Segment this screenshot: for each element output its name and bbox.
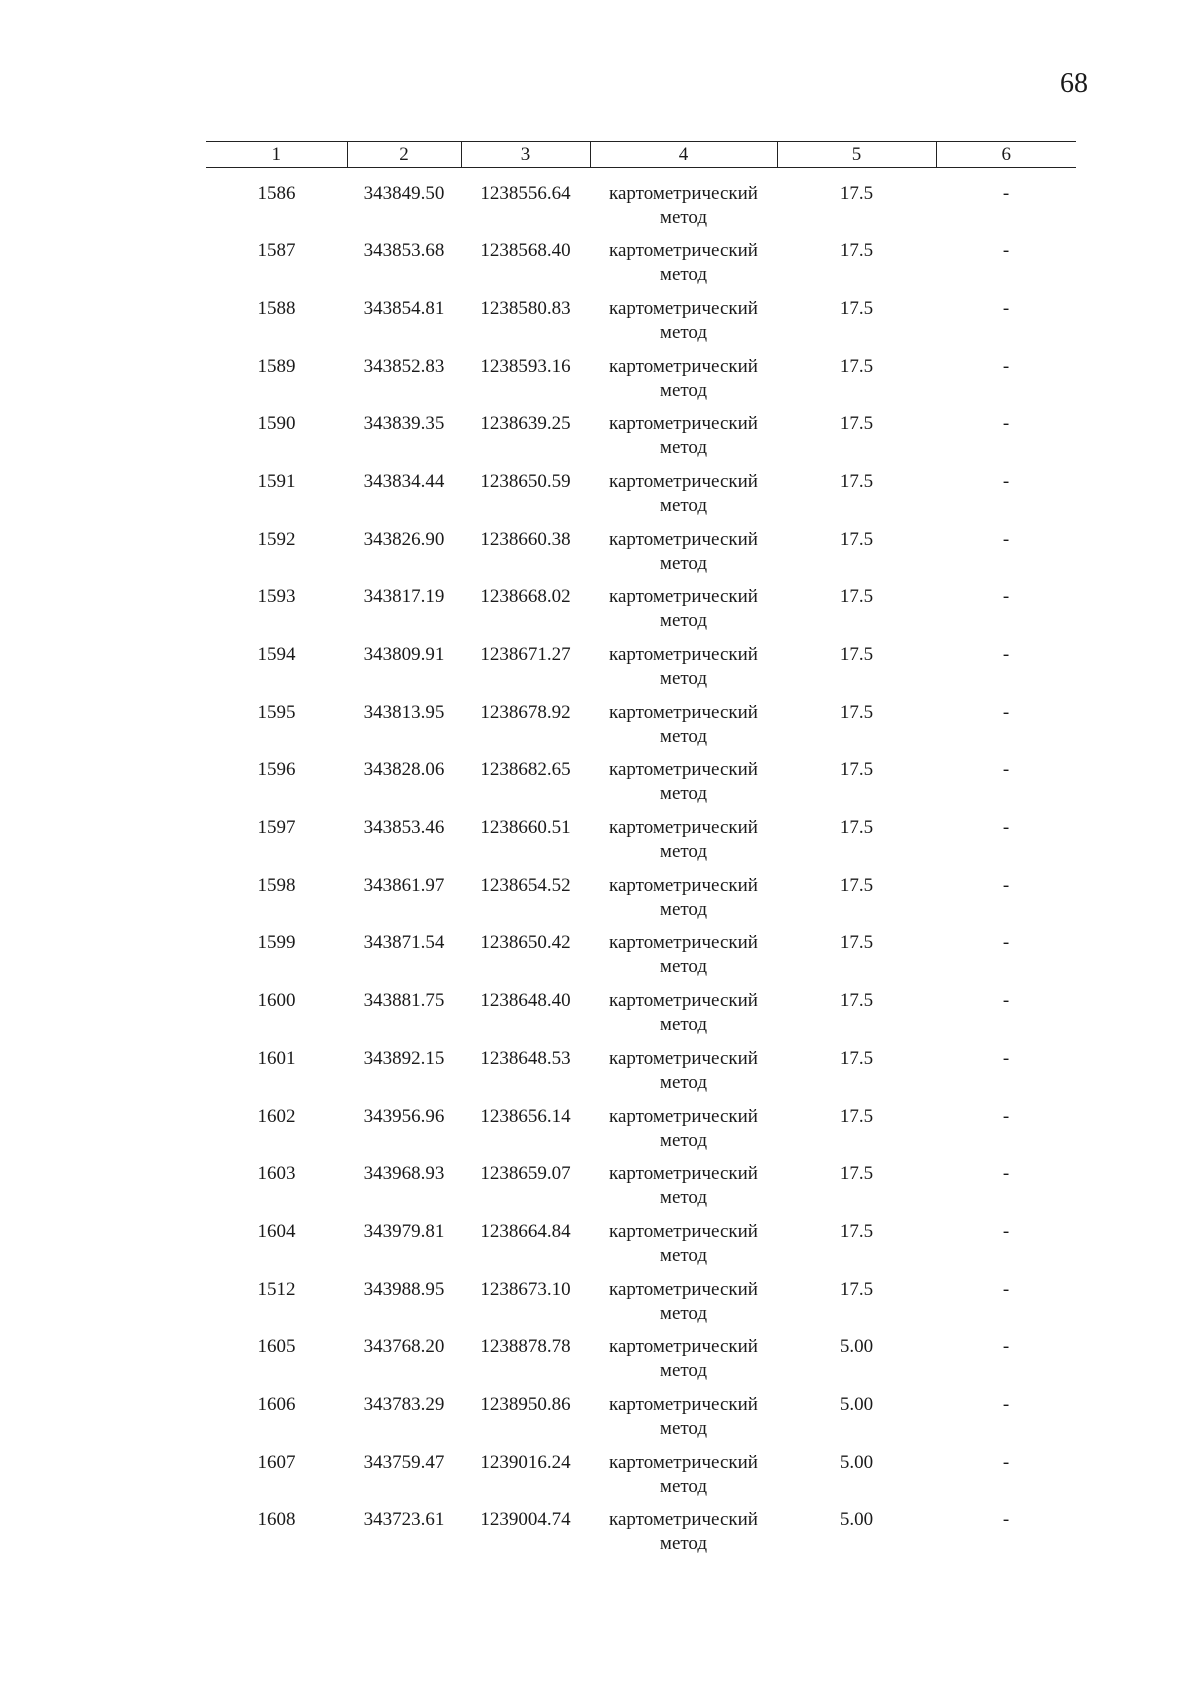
table-header-row	[206, 142, 1076, 168]
accuracy-cell: 17.5	[839, 1163, 874, 1185]
method-text-line-2: метод	[659, 668, 708, 689]
x-coordinate-cell: 343956.96	[363, 1105, 445, 1127]
point-number-cell: 1604	[257, 1220, 296, 1242]
method-text-line-1: картометрический	[609, 990, 758, 1012]
accuracy-cell: 5.00	[839, 1451, 874, 1473]
note-cell: -	[1002, 1105, 1010, 1127]
accuracy-cell: 17.5	[839, 528, 874, 550]
method-text-line-2: метод	[659, 610, 708, 632]
table-row	[206, 168, 1076, 240]
point-number-cell: 1598	[257, 874, 296, 896]
y-coordinate-cell: 1238580.83	[480, 297, 571, 319]
method-text-line-2: метод	[659, 1187, 708, 1209]
x-coordinate-cell: 343871.54	[363, 932, 445, 954]
point-number-cell: 1590	[257, 413, 296, 435]
point-number-cell: 1589	[257, 355, 296, 377]
x-coordinate-cell: 343826.90	[363, 528, 445, 550]
note-cell: -	[1002, 413, 1010, 435]
y-coordinate-cell: 1238648.40	[480, 990, 571, 1012]
point-number-cell: 1603	[257, 1163, 296, 1185]
method-cell	[590, 412, 777, 470]
point-number-cell: 1596	[257, 759, 296, 781]
table-row	[206, 1451, 1076, 1509]
x-coordinate-cell: 343839.35	[363, 413, 445, 435]
x-coordinate-cell: 343988.95	[363, 1278, 445, 1300]
x-coordinate-cell: 343979.81	[363, 1220, 445, 1242]
method-text-line-2: метод	[659, 956, 708, 978]
point-number-cell: 1592	[257, 528, 296, 550]
method-text-line-2: метод	[659, 1071, 708, 1093]
accuracy-cell: 17.5	[839, 1220, 874, 1242]
table-row	[206, 1105, 1076, 1163]
y-coordinate-cell: 1238639.25	[480, 413, 571, 435]
method-cell	[590, 758, 777, 816]
table-row	[206, 1508, 1076, 1566]
y-coordinate-cell: 1238878.78	[480, 1336, 571, 1358]
method-cell	[590, 355, 777, 413]
method-text-line-2: метод	[659, 494, 708, 516]
point-number-cell: 1597	[257, 817, 296, 839]
point-number-cell: 1600	[257, 990, 296, 1012]
y-coordinate-cell: 1238671.27	[480, 644, 571, 665]
note-cell: -	[1002, 1336, 1010, 1358]
accuracy-cell: 17.5	[839, 1278, 874, 1300]
column-header-6: 6	[936, 142, 1076, 168]
x-coordinate-cell: 343723.61	[363, 1509, 445, 1531]
point-number-cell: 1606	[257, 1393, 296, 1415]
accuracy-cell: 17.5	[839, 355, 874, 377]
x-coordinate-cell: 343817.19	[363, 586, 445, 608]
note-cell: -	[1002, 644, 1010, 665]
y-coordinate-cell: 1238650.42	[480, 932, 571, 954]
y-coordinate-cell: 1238678.92	[480, 701, 571, 723]
method-cell	[590, 1220, 777, 1278]
method-text-line-2: метод	[659, 379, 708, 401]
method-cell	[590, 1508, 777, 1566]
y-coordinate-cell: 1238664.84	[480, 1220, 571, 1242]
y-coordinate-cell: 1238950.86	[480, 1393, 571, 1415]
method-cell	[590, 297, 777, 355]
x-coordinate-cell: 343768.20	[363, 1336, 445, 1358]
note-cell: -	[1002, 874, 1010, 896]
column-header-5: 5	[777, 142, 936, 168]
note-cell: -	[1002, 297, 1010, 319]
accuracy-cell: 17.5	[839, 470, 874, 492]
y-coordinate-cell: 1238660.51	[480, 817, 571, 839]
table-row	[206, 1393, 1076, 1451]
y-coordinate-cell: 1238659.07	[480, 1163, 571, 1185]
table-row	[206, 989, 1076, 1047]
y-coordinate-cell: 1238654.52	[480, 874, 571, 896]
method-cell	[590, 1162, 777, 1220]
note-cell: -	[1002, 990, 1010, 1012]
accuracy-cell: 17.5	[839, 701, 874, 723]
table-row	[206, 470, 1076, 528]
method-cell	[590, 816, 777, 874]
method-text-line-1: картометрический	[609, 701, 758, 723]
method-text-line-1: картометрический	[609, 1336, 758, 1358]
method-cell	[590, 874, 777, 932]
method-text-line-2: метод	[659, 1417, 708, 1439]
table-row	[206, 1220, 1076, 1278]
accuracy-cell: 17.5	[839, 817, 874, 839]
method-cell	[590, 643, 777, 701]
column-header-3: 3	[461, 142, 590, 168]
accuracy-cell: 5.00	[839, 1336, 874, 1358]
accuracy-cell: 5.00	[839, 1393, 874, 1415]
accuracy-cell: 5.00	[839, 1509, 874, 1531]
x-coordinate-cell: 343861.97	[363, 874, 445, 896]
note-cell: -	[1002, 1393, 1010, 1415]
y-coordinate-cell: 1238556.64	[480, 183, 571, 204]
table-row	[206, 297, 1076, 355]
table-row	[206, 1335, 1076, 1393]
point-number-cell: 1607	[257, 1451, 296, 1473]
method-text-line-1: картометрический	[609, 355, 758, 377]
note-cell: -	[1002, 1509, 1010, 1531]
method-cell	[590, 1451, 777, 1509]
method-text-line-1: картометрический	[609, 1509, 758, 1531]
method-text-line-2: метод	[659, 898, 708, 920]
method-cell	[590, 701, 777, 759]
method-cell	[590, 239, 777, 297]
point-number-cell: 1588	[257, 297, 296, 319]
point-number-cell: 1512	[257, 1278, 296, 1300]
method-text-line-1: картометрический	[609, 932, 758, 954]
x-coordinate-cell: 343813.95	[363, 701, 445, 723]
method-text-line-1: картометрический	[609, 297, 758, 319]
note-cell: -	[1002, 528, 1010, 550]
point-number-cell: 1594	[257, 644, 296, 665]
table-row	[206, 585, 1076, 643]
note-cell: -	[1002, 240, 1010, 262]
method-text-line-2: метод	[659, 1014, 708, 1036]
x-coordinate-cell: 343853.46	[363, 817, 445, 839]
table-row	[206, 931, 1076, 989]
note-cell: -	[1002, 355, 1010, 377]
note-cell: -	[1002, 1163, 1010, 1185]
method-text-line-2: метод	[659, 1360, 708, 1382]
method-text-line-1: картометрический	[609, 1451, 758, 1473]
accuracy-cell: 17.5	[839, 644, 874, 665]
x-coordinate-cell: 343783.29	[363, 1393, 445, 1415]
method-text-line-1: картометрический	[609, 759, 758, 781]
method-text-line-2: метод	[659, 1244, 708, 1266]
method-cell	[590, 1393, 777, 1451]
x-coordinate-cell: 343854.81	[363, 297, 445, 319]
method-text-line-2: метод	[659, 321, 708, 343]
method-cell	[590, 168, 777, 240]
method-text-line-2: метод	[659, 1475, 708, 1497]
table-row	[206, 701, 1076, 759]
point-number-cell: 1587	[257, 240, 296, 262]
note-cell: -	[1002, 1278, 1010, 1300]
table-row	[206, 239, 1076, 297]
method-text-line-2: метод	[659, 1302, 708, 1324]
method-text-line-1: картометрический	[609, 470, 758, 492]
point-number-cell: 1586	[257, 183, 296, 204]
method-text-line-2: метод	[659, 437, 708, 459]
accuracy-cell: 17.5	[839, 586, 874, 608]
method-cell	[590, 1105, 777, 1163]
table-row	[206, 355, 1076, 413]
accuracy-cell: 17.5	[839, 759, 874, 781]
method-text-line-1: картометрический	[609, 874, 758, 896]
accuracy-cell: 17.5	[839, 932, 874, 954]
method-text-line-1: картометрический	[609, 1047, 758, 1069]
y-coordinate-cell: 1239004.74	[480, 1509, 571, 1531]
method-text-line-2: метод	[659, 783, 708, 805]
x-coordinate-cell: 343852.83	[363, 355, 445, 377]
table-row	[206, 412, 1076, 470]
y-coordinate-cell: 1238668.02	[480, 586, 571, 608]
table-row	[206, 1162, 1076, 1220]
x-coordinate-cell: 343881.75	[363, 990, 445, 1012]
accuracy-cell: 17.5	[839, 1047, 874, 1069]
y-coordinate-cell: 1239016.24	[480, 1451, 571, 1473]
x-coordinate-cell: 343853.68	[363, 240, 445, 262]
table-row	[206, 643, 1076, 701]
y-coordinate-cell: 1238568.40	[480, 240, 571, 262]
method-text-line-1: картометрический	[609, 528, 758, 550]
column-header-4: 4	[590, 142, 777, 168]
x-coordinate-cell: 343892.15	[363, 1047, 445, 1069]
table-row	[206, 1278, 1076, 1336]
point-number-cell: 1591	[257, 470, 296, 492]
point-number-cell: 1602	[257, 1105, 296, 1127]
point-number-cell: 1593	[257, 586, 296, 608]
point-number-cell: 1605	[257, 1336, 296, 1358]
method-cell	[590, 1335, 777, 1393]
note-cell: -	[1002, 470, 1010, 492]
method-cell	[590, 931, 777, 989]
method-text-line-1: картометрический	[609, 817, 758, 839]
table-row	[206, 528, 1076, 586]
accuracy-cell: 17.5	[839, 413, 874, 435]
method-text-line-1: картометрический	[609, 1163, 758, 1185]
coordinates-table	[206, 141, 1076, 1566]
point-number-cell: 1608	[257, 1509, 296, 1531]
method-text-line-2: метод	[659, 264, 708, 286]
accuracy-cell: 17.5	[839, 183, 874, 204]
method-text-line-2: метод	[659, 552, 708, 574]
method-text-line-1: картометрический	[609, 586, 758, 608]
method-text-line-2: метод	[659, 1129, 708, 1151]
x-coordinate-cell: 343968.93	[363, 1163, 445, 1185]
method-text-line-2: метод	[659, 207, 708, 228]
note-cell: -	[1002, 759, 1010, 781]
method-text-line-1: картометрический	[609, 413, 758, 435]
method-cell	[590, 470, 777, 528]
method-cell	[590, 585, 777, 643]
x-coordinate-cell: 343828.06	[363, 759, 445, 781]
accuracy-cell: 17.5	[839, 1105, 874, 1127]
x-coordinate-cell: 343834.44	[363, 470, 445, 492]
note-cell: -	[1002, 1220, 1010, 1242]
note-cell: -	[1002, 701, 1010, 723]
method-text-line-2: метод	[659, 725, 708, 747]
table-row	[206, 874, 1076, 932]
method-text-line-1: картометрический	[609, 1278, 758, 1300]
method-text-line-1: картометрический	[609, 644, 758, 665]
point-number-cell: 1601	[257, 1047, 296, 1069]
accuracy-cell: 17.5	[839, 240, 874, 262]
x-coordinate-cell: 343759.47	[363, 1451, 445, 1473]
method-text-line-1: картометрический	[609, 1220, 758, 1242]
method-cell	[590, 528, 777, 586]
method-cell	[590, 1047, 777, 1105]
y-coordinate-cell: 1238650.59	[480, 470, 571, 492]
column-header-1: 1	[206, 142, 347, 168]
y-coordinate-cell: 1238660.38	[480, 528, 571, 550]
point-number-cell: 1599	[257, 932, 296, 954]
table-row	[206, 816, 1076, 874]
method-text-line-1: картометрический	[609, 1105, 758, 1127]
y-coordinate-cell: 1238682.65	[480, 759, 571, 781]
note-cell: -	[1002, 586, 1010, 608]
y-coordinate-cell: 1238673.10	[480, 1278, 571, 1300]
accuracy-cell: 17.5	[839, 297, 874, 319]
y-coordinate-cell: 1238648.53	[480, 1047, 571, 1069]
table-row	[206, 758, 1076, 816]
table-row	[206, 1047, 1076, 1105]
method-cell	[590, 1278, 777, 1336]
accuracy-cell: 17.5	[839, 874, 874, 896]
method-text-line-1: картометрический	[609, 183, 758, 204]
table-body	[206, 168, 1076, 1567]
method-text-line-1: картометрический	[609, 240, 758, 262]
note-cell: -	[1002, 817, 1010, 839]
point-number-cell: 1595	[257, 701, 296, 723]
method-text-line-2: метод	[659, 1533, 708, 1555]
y-coordinate-cell: 1238656.14	[480, 1105, 571, 1127]
method-cell	[590, 989, 777, 1047]
x-coordinate-cell: 343809.91	[363, 644, 445, 665]
accuracy-cell: 17.5	[839, 990, 874, 1012]
method-text-line-2: метод	[659, 841, 708, 863]
x-coordinate-cell: 343849.50	[363, 183, 445, 204]
note-cell: -	[1002, 932, 1010, 954]
column-header-2: 2	[347, 142, 461, 168]
note-cell: -	[1002, 1047, 1010, 1069]
page-number: 68	[1060, 68, 1088, 99]
y-coordinate-cell: 1238593.16	[480, 355, 571, 377]
note-cell: -	[1002, 1451, 1010, 1473]
note-cell: -	[1002, 183, 1010, 204]
method-text-line-1: картометрический	[609, 1393, 758, 1415]
